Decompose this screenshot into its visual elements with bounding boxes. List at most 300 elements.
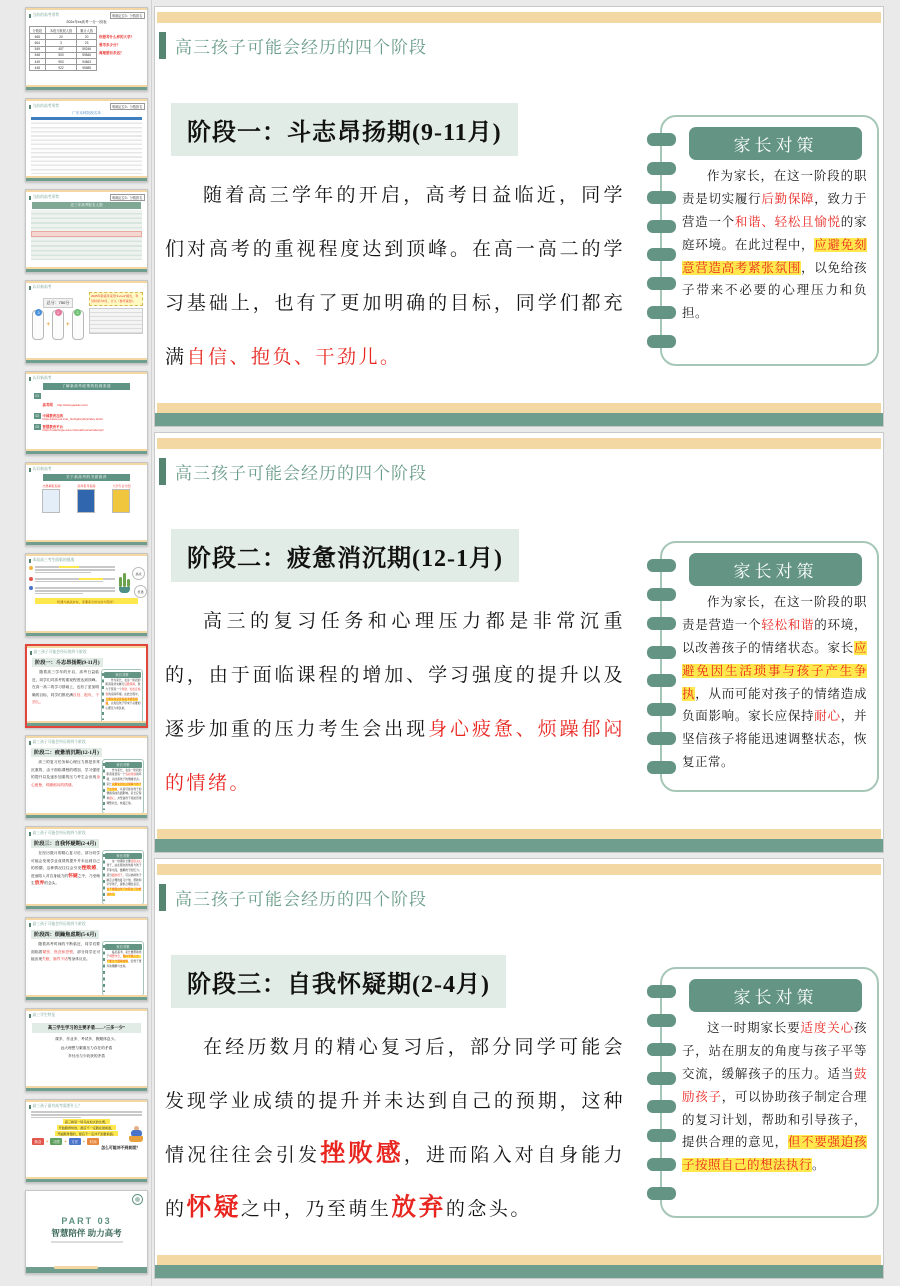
text-segment: 这一时期家长要 <box>111 859 131 863</box>
thumb-bottom-accent-bar <box>26 360 147 363</box>
text-segment: ，致力于营造一个 <box>682 191 867 229</box>
text-segment: 身心疲惫、烦躁郁闷的情绪。 <box>31 775 100 787</box>
thumb-bottom-accent-bar <box>26 633 147 636</box>
sidebar-thumbnail-stage-3[interactable] <box>25 826 148 910</box>
panel-title: 家长对策 <box>105 853 142 859</box>
header-accent-block <box>29 14 31 18</box>
text-segment: 放弃 <box>391 1194 446 1221</box>
challenge-circle: 挑战 <box>132 567 145 580</box>
policy-note: 2025年新高考采用“3+1+2”模式，考试时间为6月，计入（参考查阅）。 <box>89 292 143 306</box>
parent-strategy-mini-panel <box>102 850 144 905</box>
stage-title: 阶段三：自我怀疑期(2-4月) <box>171 955 506 1008</box>
channel-name: 中国教育在线 <box>42 414 63 418</box>
plus-sign: + <box>45 1139 49 1145</box>
highlight-line: 开始跑得慢的，最后不一定冲不到最前面。 <box>57 1132 116 1137</box>
school-logo <box>132 1194 143 1205</box>
slide-header-title: 高三孩子可能会经历的四个阶段 <box>175 890 427 909</box>
closing-question: 怎么可能冲不到前面？ <box>101 1145 140 1150</box>
text-segment: 和谐、轻松且愉悦 <box>105 688 141 696</box>
book-covers-row <box>26 483 147 514</box>
channel-name: 智慧教育平台 <box>42 425 63 430</box>
slide-header <box>159 32 427 59</box>
stage-title: 阶段四：烦躁焦虑期(5-6月) <box>31 930 99 939</box>
header-accent-block <box>29 741 31 745</box>
pill-number: 3 <box>35 309 42 316</box>
slide-top-accent-bar <box>157 864 881 875</box>
pill-number: 1 <box>55 309 62 316</box>
table-cell: 20 <box>45 34 77 40</box>
text-segment: 随着高三学年的开启，高考日益临近，同学们对高考的重视程度达到顶峰。在高一高二的学习基础上，也有了更加明确的目标，同学们都充满 <box>165 185 625 368</box>
section-banner: 关于新高考的书面推荐 <box>43 474 130 481</box>
parent-strategy-mini-panel <box>101 669 143 724</box>
binder-ring <box>647 306 676 319</box>
binder-ring <box>647 248 676 261</box>
book-caption: 高考报考指南 <box>77 484 96 488</box>
text-segment: 鼓励孩子 <box>111 873 123 877</box>
parent-strategy-panel <box>660 115 879 366</box>
binder-ring <box>647 1187 676 1200</box>
table-title-bar: 近三年高考报名人数 <box>32 202 141 209</box>
table-cell: 549 <box>30 46 46 52</box>
question-line: 要考多少分？ <box>99 43 120 47</box>
thumb-header <box>26 283 147 290</box>
text-segment: 适度关心 <box>130 859 142 863</box>
header-accent-block <box>29 286 31 290</box>
text-segment: 自信、抱负、干劲儿。 <box>186 347 402 368</box>
channel-url[interactable]: https://mskcht.jse.edu.cn/cloudCourse/index/pc/ <box>42 428 104 433</box>
binder-ring <box>647 133 676 146</box>
sidebar-thumbnail-registration-table[interactable] <box>25 189 148 273</box>
cactus-illustration <box>117 573 133 593</box>
table-cell: 922 <box>45 65 77 71</box>
text-segment: ，以免给孩子带来不必要的心理压力和负担。 <box>105 702 141 710</box>
thumb-header-text: 高三孩子可能会经历的四个阶段 <box>33 650 87 654</box>
text-segment: 但不要强迫孩子按照自己的想法执行 <box>682 1135 867 1173</box>
thumb-bottom-accent-bar <box>26 997 147 1000</box>
text-segment: ，给孩子更多的理解与支持。 <box>106 960 142 968</box>
parent-strategy-mini-panel <box>102 941 144 996</box>
thumb-header-text: 认识新高考 <box>32 285 52 289</box>
text-segment: 的环境，以改善孩子的情绪状态。家长 <box>682 617 867 655</box>
slide-body-text <box>165 1021 625 1237</box>
header-accent-block <box>29 196 31 200</box>
text-segment: 的念头。 <box>445 1199 532 1220</box>
sidebar-thumbnail-student-traits[interactable] <box>25 1008 148 1092</box>
subject-pills-group <box>29 291 87 340</box>
student-reading-illustration <box>126 1126 144 1142</box>
intro-paragraph <box>31 1111 142 1118</box>
channel-url[interactable]: https://www.eol.cn/e_html/gk/zytbzj/index.shtml <box>42 417 103 421</box>
stage-title: 阶段一：斗志昂扬期(9-11月) <box>171 103 518 156</box>
thumb-header <box>26 556 147 563</box>
table-cell: 500 <box>45 52 77 58</box>
stage-body-text <box>32 669 99 717</box>
slide-top-accent-bar <box>157 438 881 449</box>
sidebar-thumbnail-stage-1[interactable] <box>25 644 148 728</box>
question-line: 离理想有多远？ <box>99 51 124 55</box>
factor-chip: 勤奋 <box>32 1138 44 1145</box>
header-accent-block <box>29 1105 31 1109</box>
slide-top-accent-bar <box>157 12 881 23</box>
panel-title: 家长对策 <box>689 553 862 586</box>
header-accent-block <box>29 1014 31 1018</box>
header-accent-block <box>159 458 166 485</box>
panel-body-text <box>107 951 142 970</box>
text-segment: 作为家长，在这一阶段的职责是营造一个 <box>682 595 867 632</box>
binder-ring <box>647 1072 676 1085</box>
thumb-badge: 明确定位3：分数排名 <box>110 12 145 19</box>
header-accent-block <box>159 884 166 911</box>
binder-rings <box>647 985 676 1200</box>
text-segment: 这一时期家长要 <box>707 1021 801 1035</box>
score-segment-table <box>29 26 97 71</box>
binder-ring <box>647 646 676 659</box>
slide-header <box>159 458 427 485</box>
thumb-bottom-accent-bar <box>26 178 147 181</box>
thumb-header-text: 认识新高考 <box>32 467 52 471</box>
book-cover <box>77 489 95 513</box>
text-segment: 挫败感 <box>81 866 97 872</box>
part-number: PART 03 <box>61 1216 112 1226</box>
parent-strategy-mini-panel <box>102 759 144 814</box>
stage-title: 阶段二：疲惫消沉期(12-1月) <box>31 748 102 757</box>
slide-body-text <box>165 169 625 385</box>
table-cell: 457 <box>45 46 77 52</box>
table-cell: 953 <box>45 58 77 64</box>
stage-title: 阶段一：斗志昂扬期(9-11月) <box>32 658 103 667</box>
college-list-table <box>31 117 142 174</box>
binder-ring <box>647 703 676 716</box>
thumb-header <box>26 1011 147 1018</box>
text-segment: 的念头。 <box>44 881 60 886</box>
plus-sign: + <box>66 321 70 328</box>
slide-bottom-green-bar <box>155 839 883 852</box>
text-segment: ，可以协助孩子制定合理的复习计划，帮助和引导孩子，提供合理的意见， <box>682 1089 867 1150</box>
text-segment: 的环境，以改善孩子的情绪状态。家长 <box>106 773 142 786</box>
thumb-header-text: 当前的高考形势 <box>32 195 60 199</box>
text-segment: 。 <box>812 1158 826 1173</box>
factor-chip: 方法 <box>69 1138 81 1145</box>
stage-title: 阶段三：自我怀疑期(2-4月) <box>31 839 99 848</box>
thumb-bottom-accent-bar <box>26 87 147 90</box>
header-accent-block <box>159 32 166 59</box>
sidebar-thumbnail-part-03[interactable] <box>25 1190 148 1274</box>
text-segment: ，从而可能对孩子的情绪造成负面影响。家长应保持 <box>682 686 867 724</box>
text-segment: 应避免刻意营造高考紧张氛围 <box>105 697 138 706</box>
channel-item <box>34 424 143 433</box>
text-segment: 适度关心 <box>800 1021 854 1035</box>
panel-title: 家长对策 <box>104 672 141 678</box>
table-cell: 23 <box>77 40 97 46</box>
thumb-header <box>26 465 147 472</box>
binder-rings <box>647 559 676 774</box>
table-cell: 448 <box>30 65 46 71</box>
thumb-header-text: 高三孩子可能会经历的四个阶段 <box>32 740 86 744</box>
thumb-header <box>26 1102 147 1109</box>
text-segment: 耐心 <box>814 709 841 724</box>
slide-editing-area[interactable] <box>152 0 900 1286</box>
text-segment: 和谐、轻松且愉悦 <box>734 214 841 229</box>
text-segment: ，从而可能对孩子的情绪造成负面影响。家长应保持 <box>106 787 142 800</box>
text-segment: 轻松和谐 <box>125 773 137 777</box>
slide-stage-1[interactable] <box>154 6 884 427</box>
thumb-bottom-accent-bar <box>27 723 146 726</box>
text-segment: 在经历数月的精心复习后，部分同学可能会发现学业成绩的提升并未达到自己的预期，这种情况往往会引发 <box>165 1037 625 1166</box>
binder-ring <box>647 277 676 290</box>
header-accent-block <box>29 105 31 109</box>
text-segment: ，致力于营造一个 <box>105 683 141 692</box>
binder-ring <box>647 985 676 998</box>
table-cell: 95585 <box>77 65 97 71</box>
text-segment: 但不要强迫孩子按照自己的想法执行 <box>106 888 142 896</box>
panel-title: 家长对策 <box>689 979 862 1012</box>
text-segment: 后勤保障 <box>761 191 815 206</box>
thumb-bottom-accent-bar <box>26 542 147 545</box>
thumb-subtitle: 广东本科院校名单 <box>72 111 101 115</box>
stage-body-text <box>31 941 100 989</box>
text-segment: 调整作息 <box>109 955 120 959</box>
text-segment: ，进而陷入对自身能力的 <box>165 1145 625 1220</box>
thumb-header-text: 高三孩子可能会经历的四个阶段 <box>32 922 86 926</box>
sidebar-thumbnail-what-kids-need[interactable] <box>25 1099 148 1183</box>
binder-ring <box>647 674 676 687</box>
slide-bottom-tan-bar <box>157 1255 881 1265</box>
table-cell: 59246 <box>77 46 97 52</box>
text-segment: 后勤保障 <box>124 683 136 687</box>
book-caption: 志愿填报指南 <box>42 484 61 488</box>
text-segment: 失眠、肠胃不适 <box>42 957 68 962</box>
part-caption-line <box>51 1241 123 1243</box>
stage-body-text <box>31 759 100 807</box>
table-cell: 665 <box>30 34 46 40</box>
thumb-header-text: 本届高三考生面临的挑战 <box>32 558 75 562</box>
text-segment: 作为家长，在这一阶段的职责是营造一个 <box>106 768 142 777</box>
text-segment: ，以免给孩子带来不必要的心理压力和负担。 <box>682 260 867 321</box>
thumb-header-text: 当前的高考形势 <box>32 13 60 17</box>
binder-ring <box>647 220 676 233</box>
text-segment: 耐心 <box>109 797 115 800</box>
text-segment: 高三的复习任务和心理压力都是非常沉重的，由于面临课程的增加、学习强度的提升以及逐步加重的压力考生会出现 <box>31 760 100 780</box>
schedule-table <box>89 308 143 334</box>
binder-ring <box>647 1014 676 1027</box>
header-accent-block <box>30 651 32 655</box>
text-segment: 自信、抱负、干劲儿。 <box>32 692 99 705</box>
text-segment: 应避免因生活琐事与孩子产生争执 <box>106 782 142 791</box>
text-segment: ，进而陷入对自身能力的 <box>31 866 100 878</box>
sidebar-thumbnail-stage-4[interactable] <box>25 917 148 1001</box>
text-segment: 怀疑 <box>186 1194 241 1221</box>
slide-header <box>159 884 427 911</box>
sidebar-thumbnail-college-list[interactable] <box>25 98 148 182</box>
text-segment: 的家庭环境。在此过程中， <box>108 692 141 696</box>
binder-ring <box>647 1100 676 1113</box>
text-segment: 随着高考时间的不断临近，同学们要面临着 <box>31 942 100 954</box>
text-segment: 高三的复习任务和心理压力都是非常沉重的，由于面临课程的增加、学习强度的提升以及逐步加重的压力考生会出现 <box>165 611 625 740</box>
binder-ring <box>647 162 676 175</box>
header-accent-block <box>29 923 31 927</box>
thumb-header-text: 高三学生特征 <box>32 1013 56 1017</box>
panel-body-text <box>107 769 142 807</box>
channel-url[interactable]: http://www.gaokao.com/ <box>57 402 88 407</box>
contradiction-title: 高三学生学习的主要矛盾——“三多一少” <box>32 1023 141 1033</box>
text-segment: 紧张、焦虑和恐慌 <box>42 949 74 954</box>
text-segment: 应避免因生活琐事与孩子产生争执 <box>682 640 867 701</box>
text-segment: ，并坚信孩子将能迅速调整状态，恢复正常。 <box>682 709 867 770</box>
plus-sign: + <box>64 1139 67 1145</box>
bottom-tan-tab <box>54 1266 98 1269</box>
thumb-bottom-accent-bar <box>26 815 147 818</box>
panel-body-text <box>682 1017 867 1177</box>
section-banner: 了解新高考政策的权威渠道 <box>43 383 130 390</box>
sidebar-thumbnail-challenges[interactable] <box>25 553 148 637</box>
subject-pill <box>72 310 84 340</box>
highlight-line: 高三就是一场马拉松式的比赛， <box>64 1120 109 1125</box>
thumb-header-text: 认识新高考 <box>32 376 52 380</box>
text-segment: 孩子，站在朋友的角度与孩子平等交流，缓解孩子的压力。适当 <box>682 1021 867 1081</box>
sidebar-thumbnail-gaokao-structure[interactable] <box>25 280 148 364</box>
factor-chip: 时间 <box>87 1138 99 1145</box>
binder-ring <box>647 1158 676 1171</box>
bullet-dot <box>29 577 33 581</box>
stage-body-text <box>31 850 100 898</box>
binder-ring <box>647 617 676 630</box>
sidebar-thumbnail-book-recommendations[interactable] <box>25 462 148 546</box>
sidebar-thumbnail-score-segment-table[interactable] <box>25 7 148 91</box>
text-segment: 等身体反应。 <box>67 957 90 962</box>
binder-ring <box>647 1129 676 1142</box>
thumb-badge: 明确定位3：分数排名 <box>110 103 145 110</box>
table-row <box>30 65 97 71</box>
slide-bottom-green-bar <box>155 413 883 426</box>
text-segment: 作为家长，在这一阶段的职责是切实履行 <box>682 169 867 206</box>
subject-pill <box>52 310 64 340</box>
text-segment: 随着高三学年的开启，高考日益临近，同学们对高考的重视程度达到顶峰。在高一高二的学习基础上，也有了更加明确的目标，同学们都充满 <box>32 670 99 697</box>
stage-title: 阶段二：疲惫消沉期(12-1月) <box>171 529 519 582</box>
subject-pill <box>32 310 44 340</box>
question-line: 你想考什么样的大学？ <box>99 35 134 39</box>
part-title: 智慧陪伴 助力高考 <box>51 1228 122 1238</box>
thumb-header-text: 高三孩子面对高考需要什么？ <box>32 1104 82 1108</box>
text-segment: 临近高考，家长要帮助孩子 <box>106 950 142 959</box>
table-cell: 20 <box>77 34 97 40</box>
opportunity-circle: 机遇 <box>134 585 147 598</box>
slide-body-text <box>165 595 625 811</box>
thumb-header <box>26 829 147 836</box>
thumb-bottom-accent-bar <box>26 1088 147 1091</box>
item-number: 01 <box>35 393 40 398</box>
thumb-header <box>26 10 147 19</box>
binder-ring <box>647 1043 676 1056</box>
panel-body-text <box>682 165 867 325</box>
table-cell: 59846 <box>77 52 97 58</box>
table-cell: 3 <box>45 40 77 46</box>
text-segment: 孩子，站在朋友的角度与孩子平等交流，缓解孩子的压力。适当 <box>106 864 142 877</box>
slide-bottom-tan-bar <box>157 829 881 839</box>
binder-ring <box>647 761 676 774</box>
table-header-cell: 累计人数 <box>77 27 97 34</box>
highlight-line: 开始跑得快的，最后不一定跑在最前面， <box>58 1126 115 1131</box>
thumb-header <box>26 101 147 110</box>
text-segment: 在经历数月的精心复习后，部分同学可能会发现学业成绩的提升并未达到自己的预期，这种情况往往会引发 <box>31 851 100 871</box>
thumb-bottom-accent-bar <box>26 451 147 454</box>
channel-item <box>34 413 143 422</box>
registration-table <box>31 210 142 260</box>
thumb-header <box>26 738 147 745</box>
thumb-bottom-accent-bar <box>26 1179 147 1182</box>
book-cover <box>112 489 130 513</box>
slide-header-title: 高三孩子可能会经历的四个阶段 <box>175 464 427 483</box>
slide-bottom-tan-bar <box>157 403 881 413</box>
slide-thumbnail-sidebar[interactable] <box>0 0 152 1286</box>
text-segment: 挫败感 <box>320 1140 404 1167</box>
thumb-bottom-accent-bar <box>26 269 147 272</box>
table-cell: 94663 <box>77 58 97 64</box>
parent-strategy-panel <box>660 967 879 1218</box>
item-number: 03 <box>35 425 40 430</box>
header-accent-block <box>29 832 31 836</box>
table-header-cell: 分数段 <box>30 27 46 34</box>
thumb-header-text: 当前的高考形势 <box>32 104 60 108</box>
text-segment: 之中，乃至萌生 <box>31 873 100 886</box>
bullet-dot <box>29 586 33 590</box>
slide-stage-3[interactable] <box>154 858 884 1279</box>
panel-body-text <box>106 679 141 712</box>
contradiction-line: 课多、作业多、考试多、假期休息少。 <box>55 1037 118 1041</box>
parent-strategy-panel <box>660 541 879 792</box>
panel-body-text <box>682 591 867 774</box>
text-segment: 轻松和谐 <box>761 617 815 632</box>
bullet-dot <box>29 566 33 570</box>
sidebar-thumbnail-stage-2[interactable] <box>25 735 148 819</box>
text-segment: ，部分同学还可能出现 <box>31 949 100 962</box>
book-caption: 大学专业介绍 <box>112 484 131 488</box>
header-accent-block <box>29 468 31 472</box>
text-segment: 应避免刻意营造高考紧张氛围 <box>682 237 867 275</box>
table-header-cell: 本段分数段人数 <box>45 27 77 34</box>
text-segment: 身心疲惫、烦躁郁闷的情绪。 <box>165 719 625 794</box>
pill-number: 2 <box>74 309 81 316</box>
slide-stage-2[interactable] <box>154 432 884 853</box>
text-segment: 放弃 <box>34 881 45 887</box>
highlighted-row <box>31 231 142 237</box>
channel-item <box>34 393 143 411</box>
binder-ring <box>647 191 676 204</box>
item-number: 02 <box>35 414 40 418</box>
text-segment: ， <box>119 955 123 959</box>
footer-highlight: 机遇与挑战并存，需要家长的支持与陪伴！ <box>35 598 138 604</box>
channel-name: 高考网 <box>42 402 53 407</box>
slide-bottom-green-bar <box>155 1265 883 1278</box>
text-segment: 。 <box>114 892 118 896</box>
contradiction-line: 远大理想与繁重压力存在的矛盾 <box>60 1045 113 1050</box>
panel-body-text <box>107 860 142 898</box>
challenge-bullets <box>26 563 117 598</box>
panel-title: 家长对策 <box>105 944 142 950</box>
thumb-header-text: 高三孩子可能会经历的四个阶段 <box>32 831 86 835</box>
thumb-header <box>26 920 147 927</box>
sidebar-thumbnail-policy-channels[interactable] <box>25 371 148 455</box>
thumb-badge: 明确定位3：分数排名 <box>110 194 145 201</box>
binder-ring <box>647 335 676 348</box>
slide-header-title: 高三孩子可能会经历的四个阶段 <box>175 38 427 57</box>
thumb-header <box>27 648 146 655</box>
total-score-label: 总分：750分 <box>43 298 74 307</box>
text-segment: 之中，乃至萌生 <box>240 1199 392 1220</box>
table-cell: 664 <box>30 40 46 46</box>
text-segment: ，并坚信孩子将能迅速调整状态，恢复正常。 <box>106 797 142 805</box>
text-segment: 鼓励孩子 <box>682 1066 867 1104</box>
plus-sign: + <box>46 321 50 328</box>
